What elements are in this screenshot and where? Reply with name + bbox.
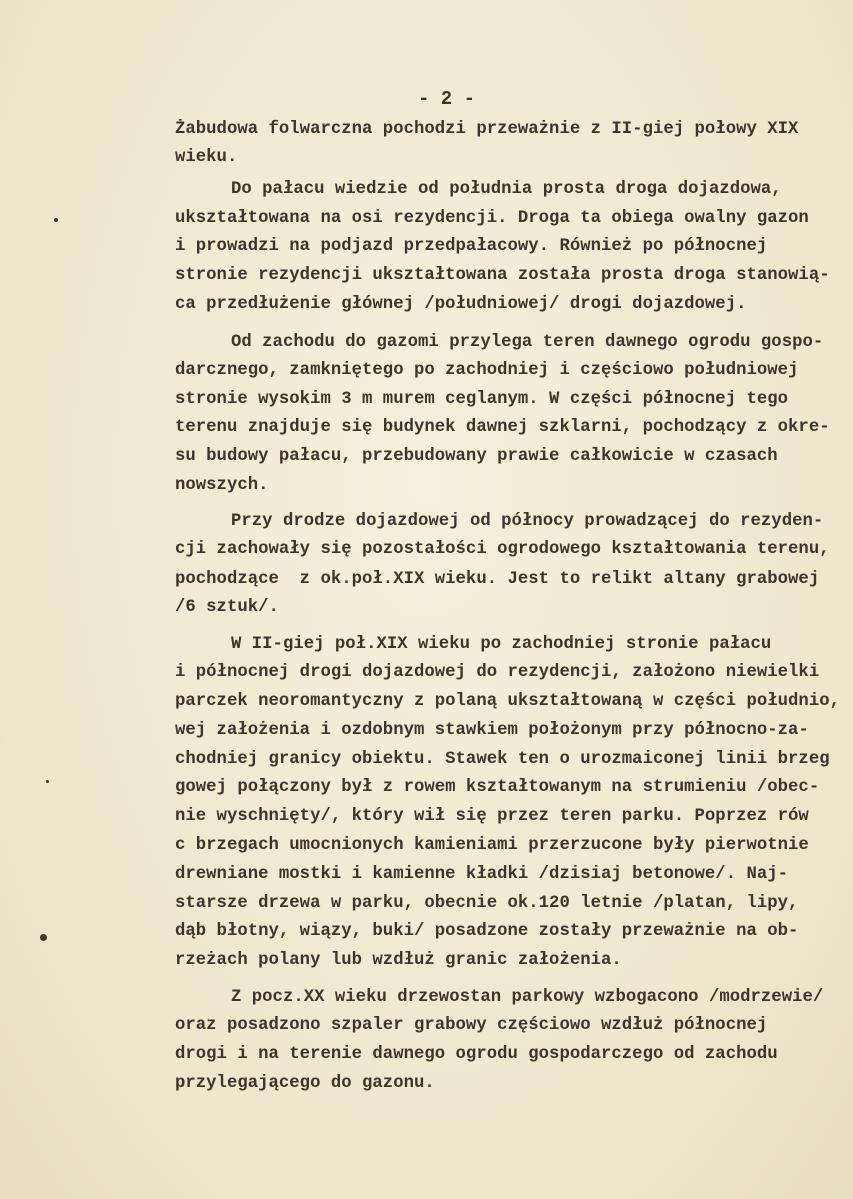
text-line: darcznego, zamkniętego po zachodniej i częściowo południowej	[175, 361, 799, 380]
text-line: i prowadzi na podjazd przedpałacowy. Również po północnej	[175, 237, 768, 256]
text-line: ca przedłużenie głównej /południowej/ drogi dojazdowej.	[175, 295, 747, 314]
text-line: Od zachodu do gazomi przylega teren dawnego ogrodu gospo-	[231, 333, 824, 352]
text-line: gowej połączony był z rowem kształtowanym na strumieniu /obec-	[175, 778, 820, 797]
text-line: Żabudowa folwarczna pochodzi przeważnie z II-giej połowy XIX	[175, 120, 799, 139]
page-number: - 2 -	[418, 88, 476, 110]
text-line: Przy drodze dojazdowej od północy prowadzącej do rezyden-	[231, 512, 824, 531]
text-line: dąb błotny, wiązy, buki/ posadzone zostały przeważnie na ob-	[175, 922, 799, 941]
text-line: wej założenia i ozdobnym stawkiem położonym przy północno-za-	[175, 721, 809, 740]
text-line: nie wyschnięty/, który wił się przez teren parku. Poprzez rów	[175, 807, 809, 826]
text-line: W II-giej poł.XIX wieku po zachodniej stronie pałacu	[231, 635, 772, 654]
text-line: su budowy pałacu, przebudowany prawie całkowicie w czasach	[175, 447, 778, 466]
text-line: chodniej granicy obiektu. Stawek ten o urozmaiconej linii brzeg	[175, 750, 830, 769]
text-line: Z pocz.XX wieku drzewostan parkowy wzbogacono /modrzewie/	[231, 988, 824, 1007]
text-line: przylegającego do gazonu.	[175, 1074, 435, 1093]
punch-mark	[46, 780, 49, 783]
text-line: starsze drzewa w parku, obecnie ok.120 letnie /platan, lipy,	[175, 894, 799, 913]
text-line: i północnej drogi dojazdowej do rezydencji, założono niewielki	[175, 663, 820, 682]
text-line: terenu znajduje się budynek dawnej szklarni, pochodzący z okre-	[175, 418, 830, 437]
text-line: Do pałacu wiedzie od południa prosta droga dojazdowa,	[231, 180, 782, 199]
text-line: pochodzące z ok.poł.XIX wieku. Jest to relikt altany grabowej	[175, 570, 820, 589]
text-line: oraz posadzono szpaler grabowy częściowo wzdłuż północnej	[175, 1016, 768, 1035]
text-line: /6 sztuk/.	[175, 598, 279, 617]
text-line: drogi i na terenie dawnego ogrodu gospodarczego od zachodu	[175, 1045, 778, 1064]
text-line: cji zachowały się pozostałości ogrodowego kształtowania terenu,	[175, 540, 830, 559]
text-line: drewniane mostki i kamienne kładki /dzisiaj betonowe/. Naj-	[175, 865, 789, 884]
punch-mark	[54, 218, 58, 222]
text-line: wieku.	[175, 148, 238, 167]
text-line: stronie wysokim 3 m murem ceglanym. W części północnej tego	[175, 390, 789, 409]
punch-mark	[40, 934, 47, 941]
text-line: c brzegach umocnionych kamieniami przerzucone były pierwotnie	[175, 836, 809, 855]
text-line: ukształtowana na osi rezydencji. Droga ta obiega owalny gazon	[175, 209, 809, 228]
text-line: stronie rezydencji ukształtowana została prosta droga stanowią-	[175, 266, 830, 285]
text-line: rzeżach polany lub wzdłuż granic założenia.	[175, 951, 622, 970]
text-line: parczek neoromantyczny z polaną ukształtowaną w części południo,	[175, 692, 840, 711]
text-line: nowszych.	[175, 476, 269, 495]
